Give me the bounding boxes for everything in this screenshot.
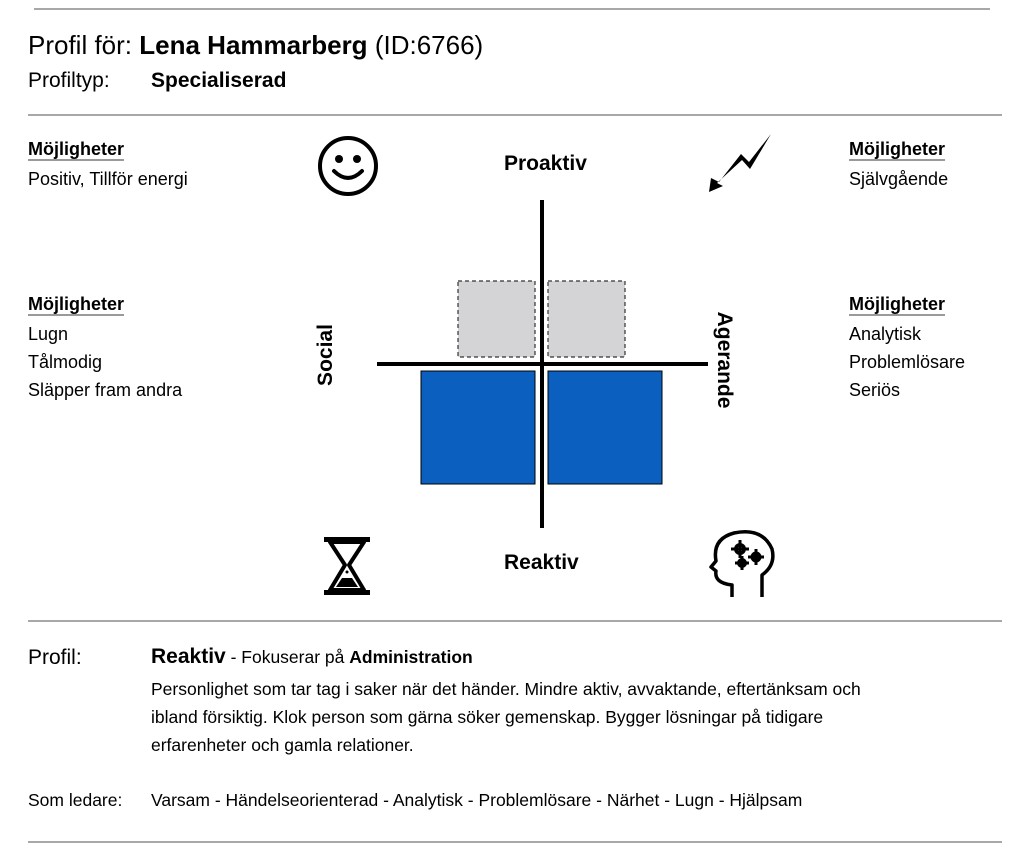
- person-name: Lena Hammarberg: [139, 30, 368, 60]
- smiley-icon: [317, 135, 379, 197]
- top-left-heading: Möjligheter: [28, 139, 125, 159]
- profile-focus-prefix: - Fokuserar på: [225, 647, 350, 667]
- quadrant-reaktiv-agerande: [548, 371, 662, 484]
- axis-right-label: Agerande: [713, 311, 736, 409]
- head-gears-icon: [710, 527, 776, 599]
- profile-label: Profil:: [28, 646, 82, 669]
- mid-left-item: Lugn: [28, 324, 69, 344]
- top-right-item: Självgående: [849, 169, 949, 189]
- mid-right-item: Problemlösare: [849, 352, 966, 372]
- mid-left-item: Släpper fram andra: [28, 380, 183, 400]
- header-divider: [28, 114, 1002, 116]
- quadrant-reaktiv-social: [421, 371, 535, 484]
- profile-type-value: Specialiserad: [151, 69, 287, 92]
- axis-top-label: Proaktiv: [504, 152, 587, 175]
- profile-for-label: Profil för:: [28, 30, 133, 60]
- page-title: [28, 30, 483, 61]
- axis-left-label: Social: [314, 324, 337, 386]
- leader-label: Som ledare:: [28, 790, 123, 810]
- profile-type-label: Profiltyp:: [28, 69, 110, 92]
- profile-description-line: ibland försiktig. Klok person som gärna söker gemenskap. Bygger lösningar på tidigare: [151, 707, 824, 727]
- profile-focus-area: Administration: [349, 647, 473, 667]
- quadrant-proaktiv-agerande: [548, 281, 625, 357]
- person-id: (ID:6766): [374, 30, 484, 60]
- mid-right-heading: Möjligheter: [849, 294, 946, 314]
- mid-left-item: Tålmodig: [28, 352, 103, 372]
- profile-description-line: Personlighet som tar tag i saker när det händer. Mindre aktiv, avvaktande, eftertänksam och: [151, 679, 861, 699]
- mid-right-item: Seriös: [849, 380, 901, 400]
- bottom-divider: [28, 841, 1002, 843]
- mid-right-item: Analytisk: [849, 324, 922, 344]
- hourglass-icon: [322, 535, 372, 597]
- leader-traits: Varsam - Händelseorienterad - Analytisk - Problemlösare - Närhet - Lugn - Hjälpsam: [151, 790, 803, 810]
- top-divider: [34, 8, 990, 10]
- lightning-icon: [705, 130, 775, 196]
- top-left-item: Positiv, Tillför energi: [28, 169, 188, 189]
- mid-left-heading: Möjligheter: [28, 294, 125, 314]
- profile-type: Reaktiv: [151, 645, 226, 668]
- chart-divider: [28, 620, 1002, 622]
- quadrant-proaktiv-social: [458, 281, 535, 357]
- profile-description-line: erfarenheter och gamla relationer.: [151, 735, 414, 755]
- top-right-heading: Möjligheter: [849, 139, 946, 159]
- axis-bottom-label: Reaktiv: [504, 551, 579, 574]
- profile-summary: [151, 645, 473, 669]
- quadrant-chart: [370, 195, 710, 535]
